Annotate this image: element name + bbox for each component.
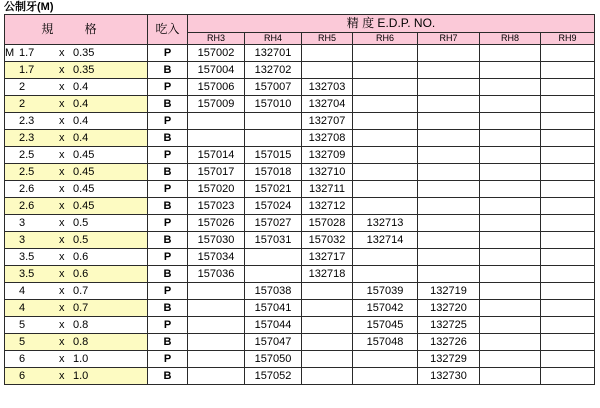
edp-code-cell: 157032 xyxy=(302,232,353,249)
grade-header: RH9 xyxy=(541,33,595,45)
thread-pitch: 0.7 xyxy=(73,285,89,297)
thread-size-cell xyxy=(5,96,148,113)
edp-code-cell xyxy=(418,130,480,147)
edp-code-cell xyxy=(541,113,595,130)
edp-code-cell xyxy=(541,147,595,164)
thread-pitch: 0.4 xyxy=(73,115,89,127)
thread-diameter: 1.7 xyxy=(19,64,35,76)
thread-size-cell xyxy=(5,300,148,317)
edp-code-cell: 157024 xyxy=(245,198,302,215)
thread-diameter: 2.5 xyxy=(19,166,35,178)
edp-code-cell xyxy=(480,266,541,283)
edp-code-cell: 157007 xyxy=(245,79,302,96)
edp-code-cell xyxy=(188,300,245,317)
edp-code-cell xyxy=(353,79,418,96)
intake-type-cell: P xyxy=(148,147,188,164)
edp-code-cell xyxy=(480,45,541,62)
thread-diameter: 2.3 xyxy=(19,115,35,127)
thread-size-cell xyxy=(5,334,148,351)
thread-size-cell xyxy=(5,215,148,232)
thread-separator: x xyxy=(59,166,65,178)
thread-size-cell xyxy=(5,198,148,215)
edp-code-cell xyxy=(353,249,418,266)
edp-code-cell xyxy=(480,181,541,198)
edp-code-cell: 157026 xyxy=(188,215,245,232)
edp-code-cell xyxy=(353,113,418,130)
thread-size-cell xyxy=(5,45,148,62)
edp-code-cell xyxy=(480,96,541,113)
thread-diameter: 6 xyxy=(19,353,26,365)
thread-separator: x xyxy=(59,268,65,280)
edp-header: 精 度 E.D.P. NO. xyxy=(188,15,595,33)
edp-code-cell: 132726 xyxy=(418,334,480,351)
edp-code-cell: 157036 xyxy=(188,266,245,283)
edp-code-cell xyxy=(418,147,480,164)
table-row xyxy=(5,96,595,113)
edp-code-cell xyxy=(480,62,541,79)
edp-code-cell xyxy=(541,300,595,317)
table-row xyxy=(5,249,595,266)
table-row xyxy=(5,283,595,300)
thread-size-cell xyxy=(5,164,148,181)
intake-type-cell: B xyxy=(148,130,188,147)
edp-code-cell xyxy=(245,249,302,266)
thread-separator: x xyxy=(59,302,65,314)
thread-pitch: 0.4 xyxy=(73,132,89,144)
table-row xyxy=(5,266,595,283)
intake-type-cell: B xyxy=(148,232,188,249)
thread-pitch: 0.45 xyxy=(73,166,95,178)
thread-separator: x xyxy=(59,132,65,144)
thread-size-cell xyxy=(5,181,148,198)
thread-separator: x xyxy=(59,370,65,382)
thread-diameter: 1.7 xyxy=(19,47,35,59)
thread-diameter: 2.5 xyxy=(19,149,35,161)
grade-header: RH3 xyxy=(188,33,245,45)
edp-code-cell: 157023 xyxy=(188,198,245,215)
thread-pitch: 0.6 xyxy=(73,251,89,263)
table-row xyxy=(5,368,595,385)
edp-code-cell: 157009 xyxy=(188,96,245,113)
edp-code-cell xyxy=(480,215,541,232)
edp-code-cell xyxy=(480,317,541,334)
edp-code-cell xyxy=(188,351,245,368)
edp-code-cell xyxy=(480,334,541,351)
page-title: 公制牙(M) xyxy=(4,1,54,13)
edp-code-cell xyxy=(541,130,595,147)
grade-header: RH4 xyxy=(245,33,302,45)
edp-code-cell xyxy=(480,130,541,147)
edp-code-cell xyxy=(418,266,480,283)
edp-code-cell xyxy=(418,164,480,181)
edp-code-cell xyxy=(541,249,595,266)
thread-diameter: 3 xyxy=(19,234,26,246)
intake-type-cell: B xyxy=(148,164,188,181)
grade-header: RH7 xyxy=(418,33,480,45)
edp-code-cell xyxy=(480,198,541,215)
thread-diameter: 3.5 xyxy=(19,251,35,263)
edp-code-cell: 132729 xyxy=(418,351,480,368)
edp-code-cell: 132703 xyxy=(302,79,353,96)
edp-code-cell: 132707 xyxy=(302,113,353,130)
edp-code-cell: 132711 xyxy=(302,181,353,198)
edp-code-cell xyxy=(245,266,302,283)
table-row xyxy=(5,130,595,147)
edp-code-cell: 157017 xyxy=(188,164,245,181)
edp-code-cell xyxy=(302,62,353,79)
thread-separator: x xyxy=(59,336,65,348)
table-row xyxy=(5,215,595,232)
edp-code-cell xyxy=(353,181,418,198)
thread-separator: x xyxy=(59,47,65,59)
edp-code-cell xyxy=(418,62,480,79)
thread-separator: x xyxy=(59,251,65,263)
table-row xyxy=(5,232,595,249)
edp-code-cell xyxy=(188,113,245,130)
edp-code-cell xyxy=(541,198,595,215)
table-row xyxy=(5,300,595,317)
edp-code-cell xyxy=(541,181,595,198)
thread-separator: x xyxy=(59,234,65,246)
thread-pitch: 1.0 xyxy=(73,353,89,365)
grade-header: RH5 xyxy=(302,33,353,45)
thread-pitch: 0.5 xyxy=(73,234,89,246)
thread-diameter: 4 xyxy=(19,285,26,297)
thread-diameter: 2.3 xyxy=(19,132,35,144)
edp-code-cell xyxy=(302,334,353,351)
grade-header: RH6 xyxy=(353,33,418,45)
thread-size-cell xyxy=(5,147,148,164)
edp-code-cell: 157031 xyxy=(245,232,302,249)
edp-code-cell: 157004 xyxy=(188,62,245,79)
edp-code-cell: 157027 xyxy=(245,215,302,232)
edp-code-cell xyxy=(353,351,418,368)
edp-code-cell: 132708 xyxy=(302,130,353,147)
edp-code-cell xyxy=(480,232,541,249)
thread-size-cell xyxy=(5,266,148,283)
edp-code-cell xyxy=(418,113,480,130)
edp-code-cell: 157010 xyxy=(245,96,302,113)
thread-separator: x xyxy=(59,115,65,127)
table-row xyxy=(5,198,595,215)
edp-code-cell xyxy=(302,300,353,317)
metric-thread-table xyxy=(4,14,595,385)
edp-code-cell xyxy=(480,164,541,181)
edp-code-cell: 157034 xyxy=(188,249,245,266)
table-row xyxy=(5,79,595,96)
intake-type-cell: B xyxy=(148,266,188,283)
edp-code-cell: 132704 xyxy=(302,96,353,113)
thread-diameter: 5 xyxy=(19,336,26,348)
table-row xyxy=(5,181,595,198)
edp-code-cell xyxy=(353,198,418,215)
thread-pitch: 1.0 xyxy=(73,370,89,382)
grade-header: RH8 xyxy=(480,33,541,45)
thread-diameter: 3 xyxy=(19,217,26,229)
edp-code-cell: 157044 xyxy=(245,317,302,334)
edp-code-cell xyxy=(480,249,541,266)
thread-separator: x xyxy=(59,183,65,195)
edp-code-cell xyxy=(418,198,480,215)
edp-code-cell xyxy=(418,249,480,266)
edp-code-cell: 132713 xyxy=(353,215,418,232)
thread-separator: x xyxy=(59,319,65,331)
edp-code-cell xyxy=(541,351,595,368)
intake-type-cell: P xyxy=(148,351,188,368)
thread-size-cell xyxy=(5,130,148,147)
edp-code-cell xyxy=(245,130,302,147)
edp-code-cell: 157006 xyxy=(188,79,245,96)
thread-separator: x xyxy=(59,98,65,110)
thread-separator: x xyxy=(59,64,65,76)
header-row xyxy=(5,15,595,33)
intake-type-cell: B xyxy=(148,368,188,385)
intake-type-cell: P xyxy=(148,249,188,266)
thread-separator: x xyxy=(59,149,65,161)
edp-code-cell: 157002 xyxy=(188,45,245,62)
intake-type-cell: B xyxy=(148,62,188,79)
edp-code-cell: 157028 xyxy=(302,215,353,232)
thread-prefix: M xyxy=(5,47,15,59)
thread-diameter: 2 xyxy=(19,81,26,93)
edp-code-cell xyxy=(302,351,353,368)
intake-type-cell: P xyxy=(148,181,188,198)
thread-diameter: 5 xyxy=(19,319,26,331)
edp-code-cell xyxy=(541,62,595,79)
edp-code-cell xyxy=(188,334,245,351)
thread-size-cell xyxy=(5,232,148,249)
edp-code-cell xyxy=(418,215,480,232)
thread-pitch: 0.45 xyxy=(73,183,95,195)
edp-code-cell xyxy=(541,266,595,283)
thread-diameter: 4 xyxy=(19,302,26,314)
edp-code-cell xyxy=(353,62,418,79)
edp-code-cell xyxy=(480,79,541,96)
edp-code-cell xyxy=(480,351,541,368)
thread-pitch: 0.35 xyxy=(73,47,95,59)
table-row xyxy=(5,317,595,334)
spec-header: 規 格 xyxy=(5,15,148,45)
thread-size-cell xyxy=(5,62,148,79)
thread-pitch: 0.45 xyxy=(73,149,95,161)
edp-code-cell xyxy=(418,45,480,62)
edp-code-cell: 157048 xyxy=(353,334,418,351)
edp-code-cell: 157018 xyxy=(245,164,302,181)
thread-separator: x xyxy=(59,353,65,365)
edp-code-cell: 157015 xyxy=(245,147,302,164)
edp-code-cell xyxy=(541,96,595,113)
thread-size-cell xyxy=(5,79,148,96)
edp-code-cell xyxy=(541,317,595,334)
intake-type-cell: B xyxy=(148,300,188,317)
edp-code-cell xyxy=(302,317,353,334)
edp-code-cell xyxy=(353,164,418,181)
edp-code-cell: 157050 xyxy=(245,351,302,368)
edp-code-cell xyxy=(302,283,353,300)
intake-type-cell: P xyxy=(148,45,188,62)
intake-header: 吃入 xyxy=(148,15,188,45)
thread-pitch: 0.4 xyxy=(73,98,89,110)
edp-code-cell xyxy=(245,113,302,130)
intake-type-cell: P xyxy=(148,317,188,334)
edp-code-cell: 132719 xyxy=(418,283,480,300)
table-row xyxy=(5,113,595,130)
edp-code-cell xyxy=(188,130,245,147)
thread-diameter: 2 xyxy=(19,98,26,110)
edp-code-cell xyxy=(418,232,480,249)
edp-code-cell xyxy=(188,368,245,385)
edp-code-cell xyxy=(541,334,595,351)
thread-separator: x xyxy=(59,200,65,212)
edp-code-cell xyxy=(418,79,480,96)
edp-code-cell xyxy=(541,164,595,181)
edp-code-cell xyxy=(480,300,541,317)
edp-code-cell xyxy=(541,368,595,385)
thread-size-cell xyxy=(5,351,148,368)
intake-type-cell: P xyxy=(148,215,188,232)
edp-code-cell xyxy=(188,283,245,300)
edp-code-cell xyxy=(480,368,541,385)
thread-size-cell xyxy=(5,113,148,130)
table-row xyxy=(5,164,595,181)
thread-size-cell xyxy=(5,368,148,385)
edp-code-cell xyxy=(353,368,418,385)
edp-code-cell: 132710 xyxy=(302,164,353,181)
edp-code-cell xyxy=(353,266,418,283)
intake-type-cell: P xyxy=(148,113,188,130)
edp-code-cell: 132720 xyxy=(418,300,480,317)
edp-code-cell xyxy=(541,232,595,249)
edp-code-cell xyxy=(188,317,245,334)
edp-code-cell: 157052 xyxy=(245,368,302,385)
edp-code-cell: 132730 xyxy=(418,368,480,385)
table-row xyxy=(5,62,595,79)
edp-code-cell xyxy=(418,96,480,113)
thread-pitch: 0.5 xyxy=(73,217,89,229)
thread-pitch: 0.8 xyxy=(73,336,89,348)
thread-pitch: 0.4 xyxy=(73,81,89,93)
edp-code-cell: 157038 xyxy=(245,283,302,300)
thread-pitch: 0.35 xyxy=(73,64,95,76)
intake-type-cell: B xyxy=(148,198,188,215)
edp-code-cell: 132712 xyxy=(302,198,353,215)
table-row xyxy=(5,45,595,62)
table-row xyxy=(5,351,595,368)
edp-code-cell xyxy=(353,96,418,113)
edp-code-cell xyxy=(541,283,595,300)
edp-code-cell: 157042 xyxy=(353,300,418,317)
edp-code-cell: 157045 xyxy=(353,317,418,334)
edp-code-cell: 157021 xyxy=(245,181,302,198)
edp-code-cell: 132714 xyxy=(353,232,418,249)
edp-code-cell xyxy=(480,147,541,164)
thread-pitch: 0.45 xyxy=(73,200,95,212)
thread-diameter: 6 xyxy=(19,370,26,382)
table-row xyxy=(5,147,595,164)
edp-code-cell xyxy=(541,45,595,62)
intake-type-cell: P xyxy=(148,79,188,96)
edp-code-cell xyxy=(353,45,418,62)
edp-code-cell xyxy=(302,45,353,62)
thread-pitch: 0.8 xyxy=(73,319,89,331)
edp-code-cell: 157020 xyxy=(188,181,245,198)
thread-separator: x xyxy=(59,81,65,93)
edp-code-cell xyxy=(353,147,418,164)
intake-type-cell: B xyxy=(148,96,188,113)
thread-size-cell xyxy=(5,317,148,334)
edp-code-cell xyxy=(541,215,595,232)
edp-code-cell: 132709 xyxy=(302,147,353,164)
edp-code-cell: 157039 xyxy=(353,283,418,300)
thread-separator: x xyxy=(59,285,65,297)
edp-code-cell xyxy=(480,283,541,300)
intake-type-cell: P xyxy=(148,283,188,300)
edp-code-cell: 132718 xyxy=(302,266,353,283)
edp-code-cell: 157014 xyxy=(188,147,245,164)
thread-pitch: 0.6 xyxy=(73,268,89,280)
edp-code-cell: 157041 xyxy=(245,300,302,317)
thread-pitch: 0.7 xyxy=(73,302,89,314)
thread-separator: x xyxy=(59,217,65,229)
edp-code-cell xyxy=(418,181,480,198)
edp-code-cell: 132717 xyxy=(302,249,353,266)
edp-code-cell xyxy=(353,130,418,147)
thread-diameter: 2.6 xyxy=(19,183,35,195)
edp-code-cell: 132725 xyxy=(418,317,480,334)
intake-type-cell: B xyxy=(148,334,188,351)
edp-code-cell: 132702 xyxy=(245,62,302,79)
edp-code-cell: 157030 xyxy=(188,232,245,249)
thread-diameter: 3.5 xyxy=(19,268,35,280)
thread-diameter: 2.6 xyxy=(19,200,35,212)
edp-code-cell xyxy=(480,113,541,130)
edp-code-cell xyxy=(541,79,595,96)
edp-code-cell: 132701 xyxy=(245,45,302,62)
thread-size-cell xyxy=(5,283,148,300)
thread-size-cell xyxy=(5,249,148,266)
edp-code-cell: 157047 xyxy=(245,334,302,351)
table-row xyxy=(5,334,595,351)
edp-code-cell xyxy=(302,368,353,385)
